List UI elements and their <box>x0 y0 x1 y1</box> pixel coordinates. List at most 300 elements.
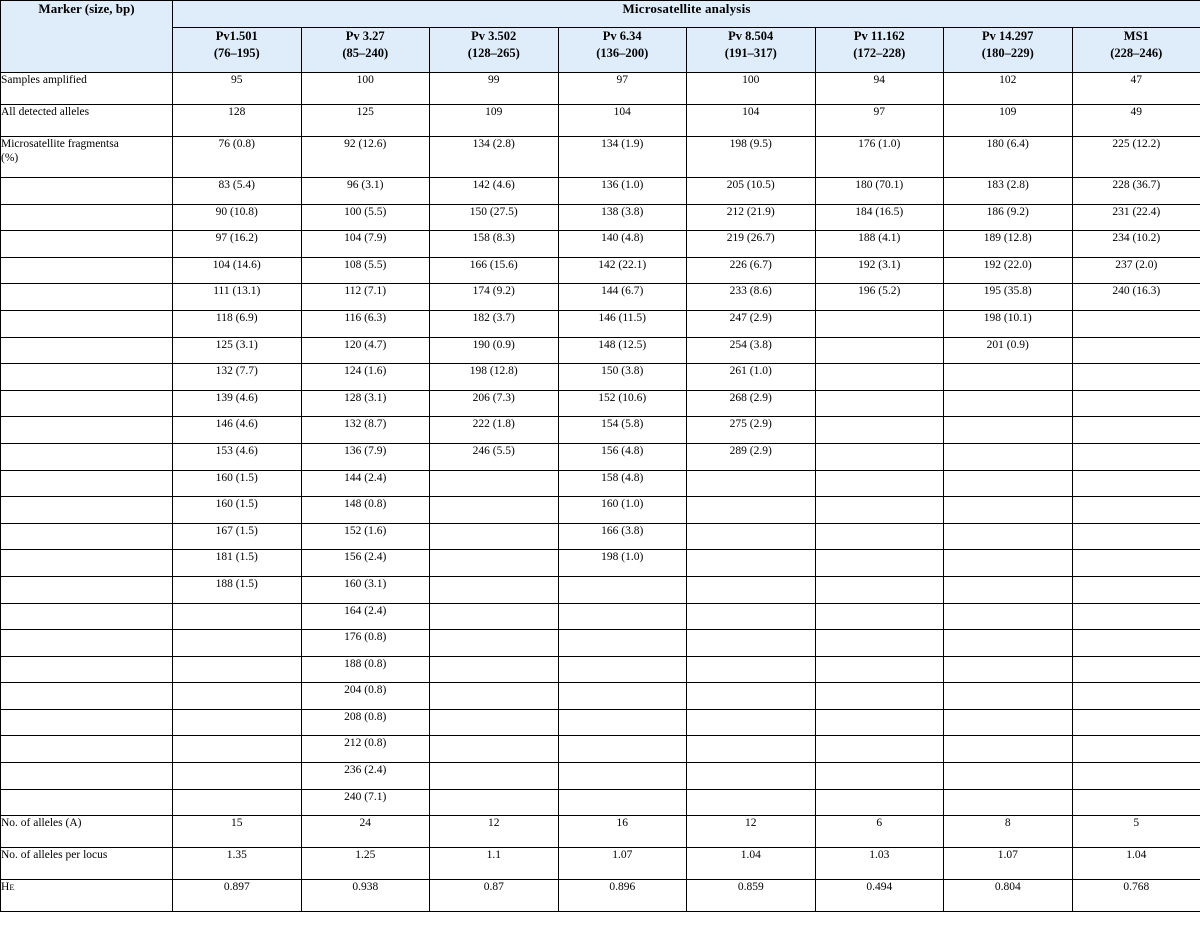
cell-fragments-15-5 <box>815 550 944 577</box>
cell-he-6: 0.804 <box>944 880 1073 912</box>
table-row-fragments-3 <box>1 231 1200 258</box>
table-row-fragments-5 <box>1 284 1200 311</box>
table-row-fragments-24 <box>1 789 1200 816</box>
cell-fragments-7-6: 201 (0.9) <box>944 337 1073 364</box>
cell-fragments-15-0: 181 (1.5) <box>173 550 302 577</box>
row-label-he <box>1 880 173 912</box>
column-header-2-name: Pv 3.502 <box>471 29 517 43</box>
cell-fragments-12-1: 144 (2.4) <box>301 470 430 497</box>
cell-fragments-2-1: 100 (5.5) <box>301 204 430 231</box>
cell-fragments-18-4 <box>687 630 816 657</box>
cell-fragments-1-1: 96 (3.1) <box>301 178 430 205</box>
column-header-5-name: Pv 11.162 <box>853 29 905 43</box>
cell-fragments-9-5 <box>815 390 944 417</box>
column-header-2-range: (128–265) <box>467 45 520 60</box>
cell-all-detected-alleles-0: 128 <box>173 105 302 137</box>
cell-fragments-18-6 <box>944 630 1073 657</box>
cell-alleles-per-locus-0: 1.35 <box>173 848 302 880</box>
table-row-fragments-16 <box>1 576 1200 603</box>
cell-all-detected-alleles-5: 97 <box>815 105 944 137</box>
row-label-fragments-blank-24 <box>1 789 173 816</box>
table-row-fragments-23 <box>1 763 1200 790</box>
cell-fragments-21-1: 208 (0.8) <box>301 709 430 736</box>
cell-fragments-17-3 <box>558 603 687 630</box>
cell-fragments-15-2 <box>430 550 559 577</box>
cell-all-detected-alleles-3: 104 <box>558 105 687 137</box>
cell-no-of-alleles-5: 6 <box>815 816 944 848</box>
row-label-he-subscript: E <box>9 882 15 893</box>
table-row-fragments-17 <box>1 603 1200 630</box>
column-header-4-range: (191–317) <box>724 45 777 60</box>
cell-fragments-3-5: 188 (4.1) <box>815 231 944 258</box>
cell-fragments-6-6: 198 (10.1) <box>944 310 1073 337</box>
table-body <box>1 73 1200 912</box>
cell-fragments-22-0 <box>173 736 302 763</box>
row-label-fragments-blank-19 <box>1 656 173 683</box>
cell-fragments-3-0: 97 (16.2) <box>173 231 302 258</box>
cell-fragments-24-3 <box>558 789 687 816</box>
column-header-1 <box>301 28 430 73</box>
cell-fragments-18-5 <box>815 630 944 657</box>
cell-fragments-20-5 <box>815 683 944 710</box>
cell-fragments-8-3: 150 (3.8) <box>558 364 687 391</box>
cell-samples-amplified-2: 99 <box>430 73 559 105</box>
table-row-no-of-alleles-per-locus <box>1 848 1200 880</box>
cell-fragments-10-3: 154 (5.8) <box>558 417 687 444</box>
cell-fragments-8-0: 132 (7.7) <box>173 364 302 391</box>
table-row-fragments-7 <box>1 337 1200 364</box>
cell-fragments-20-1: 204 (0.8) <box>301 683 430 710</box>
cell-fragments-2-3: 138 (3.8) <box>558 204 687 231</box>
cell-fragments-17-0 <box>173 603 302 630</box>
cell-alleles-per-locus-2: 1.1 <box>430 848 559 880</box>
cell-all-detected-alleles-7: 49 <box>1072 105 1200 137</box>
cell-fragments-18-3 <box>558 630 687 657</box>
cell-fragments-22-3 <box>558 736 687 763</box>
cell-fragments-6-1: 116 (6.3) <box>301 310 430 337</box>
cell-fragments-18-1: 176 (0.8) <box>301 630 430 657</box>
cell-fragments-12-5 <box>815 470 944 497</box>
cell-he-0: 0.897 <box>173 880 302 912</box>
table-head <box>1 1 1200 73</box>
row-label-samples-amplified: Samples amplified <box>1 73 173 105</box>
cell-alleles-per-locus-3: 1.07 <box>558 848 687 880</box>
cell-fragments-5-7: 240 (16.3) <box>1072 284 1200 311</box>
cell-fragments-19-0 <box>173 656 302 683</box>
cell-fragments-23-3 <box>558 763 687 790</box>
row-label-fragments-blank-14 <box>1 523 173 550</box>
header-row-columns <box>1 28 1200 73</box>
cell-fragments-17-5 <box>815 603 944 630</box>
cell-samples-amplified-3: 97 <box>558 73 687 105</box>
cell-fragments-19-5 <box>815 656 944 683</box>
cell-fragments-0-3: 134 (1.9) <box>558 137 687 178</box>
cell-he-5: 0.494 <box>815 880 944 912</box>
row-label-fragments <box>1 137 173 178</box>
cell-fragments-14-7 <box>1072 523 1200 550</box>
cell-fragments-7-4: 254 (3.8) <box>687 337 816 364</box>
cell-fragments-13-0: 160 (1.5) <box>173 497 302 524</box>
cell-fragments-10-2: 222 (1.8) <box>430 417 559 444</box>
cell-fragments-17-2 <box>430 603 559 630</box>
cell-fragments-10-6 <box>944 417 1073 444</box>
cell-samples-amplified-4: 100 <box>687 73 816 105</box>
cell-fragments-7-1: 120 (4.7) <box>301 337 430 364</box>
cell-fragments-1-4: 205 (10.5) <box>687 178 816 205</box>
cell-fragments-7-2: 190 (0.9) <box>430 337 559 364</box>
cell-fragments-18-7 <box>1072 630 1200 657</box>
column-header-1-range: (85–240) <box>342 45 389 60</box>
cell-fragments-22-4 <box>687 736 816 763</box>
cell-fragments-3-2: 158 (8.3) <box>430 231 559 258</box>
cell-fragments-2-6: 186 (9.2) <box>944 204 1073 231</box>
cell-fragments-11-2: 246 (5.5) <box>430 443 559 470</box>
cell-fragments-19-4 <box>687 656 816 683</box>
cell-fragments-19-2 <box>430 656 559 683</box>
cell-he-3: 0.896 <box>558 880 687 912</box>
cell-alleles-per-locus-4: 1.04 <box>687 848 816 880</box>
cell-fragments-17-1: 164 (2.4) <box>301 603 430 630</box>
row-label-fragments-blank-22 <box>1 736 173 763</box>
cell-fragments-12-2 <box>430 470 559 497</box>
column-header-3-range: (136–200) <box>596 45 649 60</box>
row-label-fragments-blank-18 <box>1 630 173 657</box>
cell-fragments-21-4 <box>687 709 816 736</box>
cell-fragments-10-5 <box>815 417 944 444</box>
cell-fragments-6-3: 146 (11.5) <box>558 310 687 337</box>
cell-fragments-20-0 <box>173 683 302 710</box>
column-header-4-name: Pv 8.504 <box>728 29 774 43</box>
cell-he-2: 0.87 <box>430 880 559 912</box>
cell-fragments-9-6 <box>944 390 1073 417</box>
cell-fragments-7-7 <box>1072 337 1200 364</box>
column-header-0 <box>173 28 302 73</box>
cell-fragments-23-1: 236 (2.4) <box>301 763 430 790</box>
table-row-fragments-4 <box>1 257 1200 284</box>
cell-fragments-10-4: 275 (2.9) <box>687 417 816 444</box>
cell-samples-amplified-7: 47 <box>1072 73 1200 105</box>
cell-no-of-alleles-0: 15 <box>173 816 302 848</box>
table-row-he <box>1 880 1200 912</box>
cell-fragments-21-3 <box>558 709 687 736</box>
cell-fragments-0-6: 180 (6.4) <box>944 137 1073 178</box>
cell-fragments-14-6 <box>944 523 1073 550</box>
cell-samples-amplified-5: 94 <box>815 73 944 105</box>
cell-fragments-0-4: 198 (9.5) <box>687 137 816 178</box>
cell-fragments-9-2: 206 (7.3) <box>430 390 559 417</box>
row-label-fragments-blank-3 <box>1 231 173 258</box>
cell-fragments-3-3: 140 (4.8) <box>558 231 687 258</box>
table-row-fragments-19 <box>1 656 1200 683</box>
cell-fragments-10-7 <box>1072 417 1200 444</box>
row-label-fragments-blank-12 <box>1 470 173 497</box>
cell-fragments-4-3: 142 (22.1) <box>558 257 687 284</box>
row-label-fragments-blank-1 <box>1 178 173 205</box>
cell-fragments-22-2 <box>430 736 559 763</box>
cell-fragments-11-3: 156 (4.8) <box>558 443 687 470</box>
cell-fragments-4-5: 192 (3.1) <box>815 257 944 284</box>
row-label-fragments-line1: Microsatellite fragmentsa <box>1 138 119 150</box>
cell-samples-amplified-1: 100 <box>301 73 430 105</box>
cell-fragments-0-7: 225 (12.2) <box>1072 137 1200 178</box>
cell-fragments-23-6 <box>944 763 1073 790</box>
cell-fragments-7-0: 125 (3.1) <box>173 337 302 364</box>
cell-fragments-5-2: 174 (9.2) <box>430 284 559 311</box>
table-row-fragments-1 <box>1 178 1200 205</box>
cell-fragments-2-2: 150 (27.5) <box>430 204 559 231</box>
cell-fragments-14-1: 152 (1.6) <box>301 523 430 550</box>
table-row-fragments-21 <box>1 709 1200 736</box>
cell-fragments-0-5: 176 (1.0) <box>815 137 944 178</box>
cell-fragments-15-1: 156 (2.4) <box>301 550 430 577</box>
row-label-fragments-blank-4 <box>1 257 173 284</box>
cell-fragments-14-5 <box>815 523 944 550</box>
cell-fragments-4-2: 166 (15.6) <box>430 257 559 284</box>
cell-no-of-alleles-3: 16 <box>558 816 687 848</box>
column-header-7-name: MS1 <box>1123 29 1149 43</box>
cell-fragments-24-5 <box>815 789 944 816</box>
table-row-fragments-18 <box>1 630 1200 657</box>
row-label-no-of-alleles-per-locus: No. of alleles per locus <box>1 848 173 880</box>
row-label-fragments-blank-2 <box>1 204 173 231</box>
cell-he-4: 0.859 <box>687 880 816 912</box>
table-row-fragments-22 <box>1 736 1200 763</box>
table-row-fragments-10 <box>1 417 1200 444</box>
cell-fragments-2-5: 184 (16.5) <box>815 204 944 231</box>
table-row-samples-amplified <box>1 73 1200 105</box>
cell-fragments-20-2 <box>430 683 559 710</box>
cell-fragments-4-4: 226 (6.7) <box>687 257 816 284</box>
table-row-fragments-14 <box>1 523 1200 550</box>
cell-fragments-16-1: 160 (3.1) <box>301 576 430 603</box>
cell-fragments-5-3: 144 (6.7) <box>558 284 687 311</box>
cell-fragments-16-5 <box>815 576 944 603</box>
cell-fragments-16-3 <box>558 576 687 603</box>
cell-fragments-23-7 <box>1072 763 1200 790</box>
cell-fragments-3-7: 234 (10.2) <box>1072 231 1200 258</box>
cell-fragments-23-5 <box>815 763 944 790</box>
cell-fragments-18-2 <box>430 630 559 657</box>
cell-alleles-per-locus-1: 1.25 <box>301 848 430 880</box>
row-label-fragments-blank-20 <box>1 683 173 710</box>
table-row-fragments-15 <box>1 550 1200 577</box>
column-header-6-range: (180–229) <box>981 45 1034 60</box>
cell-fragments-5-4: 233 (8.6) <box>687 284 816 311</box>
cell-fragments-20-3 <box>558 683 687 710</box>
row-label-all-detected-alleles: All detected alleles <box>1 105 173 137</box>
cell-fragments-15-3: 198 (1.0) <box>558 550 687 577</box>
table-title: Microsatellite analysis <box>173 1 1200 28</box>
table-row-fragments-2 <box>1 204 1200 231</box>
cell-fragments-11-4: 289 (2.9) <box>687 443 816 470</box>
cell-fragments-13-1: 148 (0.8) <box>301 497 430 524</box>
table-row-fragments-11 <box>1 443 1200 470</box>
table-row-fragments-9 <box>1 390 1200 417</box>
cell-fragments-24-7 <box>1072 789 1200 816</box>
cell-he-1: 0.938 <box>301 880 430 912</box>
cell-fragments-8-2: 198 (12.8) <box>430 364 559 391</box>
cell-fragments-16-0: 188 (1.5) <box>173 576 302 603</box>
column-header-3-name: Pv 6.34 <box>602 29 642 43</box>
cell-samples-amplified-0: 95 <box>173 73 302 105</box>
column-header-0-range: (76–195) <box>213 45 260 60</box>
column-header-7 <box>1072 28 1200 73</box>
cell-fragments-8-4: 261 (1.0) <box>687 364 816 391</box>
cell-samples-amplified-6: 102 <box>944 73 1073 105</box>
cell-fragments-6-7 <box>1072 310 1200 337</box>
cell-alleles-per-locus-6: 1.07 <box>944 848 1073 880</box>
table-row-fragments-6 <box>1 310 1200 337</box>
cell-fragments-11-5 <box>815 443 944 470</box>
cell-fragments-19-1: 188 (0.8) <box>301 656 430 683</box>
cell-fragments-22-5 <box>815 736 944 763</box>
cell-fragments-9-1: 128 (3.1) <box>301 390 430 417</box>
cell-fragments-12-0: 160 (1.5) <box>173 470 302 497</box>
cell-fragments-9-7 <box>1072 390 1200 417</box>
cell-fragments-20-7 <box>1072 683 1200 710</box>
cell-fragments-15-6 <box>944 550 1073 577</box>
column-header-6 <box>944 28 1073 73</box>
cell-fragments-1-7: 228 (36.7) <box>1072 178 1200 205</box>
cell-fragments-7-5 <box>815 337 944 364</box>
cell-fragments-5-6: 195 (35.8) <box>944 284 1073 311</box>
cell-fragments-21-0 <box>173 709 302 736</box>
cell-fragments-16-2 <box>430 576 559 603</box>
cell-fragments-24-2 <box>430 789 559 816</box>
cell-fragments-22-7 <box>1072 736 1200 763</box>
table-row-fragments-20 <box>1 683 1200 710</box>
cell-fragments-12-4 <box>687 470 816 497</box>
cell-fragments-12-3: 158 (4.8) <box>558 470 687 497</box>
cell-all-detected-alleles-6: 109 <box>944 105 1073 137</box>
row-label-fragments-blank-7 <box>1 337 173 364</box>
cell-fragments-3-1: 104 (7.9) <box>301 231 430 258</box>
row-label-fragments-blank-8 <box>1 364 173 391</box>
cell-fragments-0-0: 76 (0.8) <box>173 137 302 178</box>
row-label-fragments-blank-21 <box>1 709 173 736</box>
cell-fragments-23-0 <box>173 763 302 790</box>
cell-fragments-21-5 <box>815 709 944 736</box>
row-label-fragments-blank-5 <box>1 284 173 311</box>
cell-fragments-11-0: 153 (4.6) <box>173 443 302 470</box>
cell-fragments-11-7 <box>1072 443 1200 470</box>
cell-fragments-9-3: 152 (10.6) <box>558 390 687 417</box>
cell-fragments-24-6 <box>944 789 1073 816</box>
row-label-fragments-blank-11 <box>1 443 173 470</box>
cell-fragments-10-1: 132 (8.7) <box>301 417 430 444</box>
cell-no-of-alleles-7: 5 <box>1072 816 1200 848</box>
cell-fragments-6-0: 118 (6.9) <box>173 310 302 337</box>
cell-fragments-13-2 <box>430 497 559 524</box>
cell-fragments-2-7: 231 (22.4) <box>1072 204 1200 231</box>
cell-fragments-1-3: 136 (1.0) <box>558 178 687 205</box>
cell-fragments-2-0: 90 (10.8) <box>173 204 302 231</box>
column-header-0-name: Pv1.501 <box>215 29 258 43</box>
column-header-marker: Marker (size, bp) <box>1 1 173 73</box>
cell-fragments-8-1: 124 (1.6) <box>301 364 430 391</box>
cell-fragments-10-0: 146 (4.6) <box>173 417 302 444</box>
cell-fragments-4-0: 104 (14.6) <box>173 257 302 284</box>
cell-fragments-16-7 <box>1072 576 1200 603</box>
cell-fragments-23-2 <box>430 763 559 790</box>
cell-all-detected-alleles-1: 125 <box>301 105 430 137</box>
table-row-fragments-0 <box>1 137 1200 178</box>
cell-fragments-0-2: 134 (2.8) <box>430 137 559 178</box>
cell-fragments-14-2 <box>430 523 559 550</box>
table-row-all-detected-alleles <box>1 105 1200 137</box>
cell-fragments-13-5 <box>815 497 944 524</box>
row-label-fragments-blank-9 <box>1 390 173 417</box>
row-label-fragments-blank-17 <box>1 603 173 630</box>
row-label-fragments-blank-10 <box>1 417 173 444</box>
cell-fragments-9-0: 139 (4.6) <box>173 390 302 417</box>
cell-fragments-13-4 <box>687 497 816 524</box>
cell-fragments-5-1: 112 (7.1) <box>301 284 430 311</box>
cell-he-7: 0.768 <box>1072 880 1200 912</box>
column-header-5-range: (172–228) <box>853 45 906 60</box>
cell-fragments-18-0 <box>173 630 302 657</box>
cell-fragments-4-7: 237 (2.0) <box>1072 257 1200 284</box>
row-label-fragments-blank-16 <box>1 576 173 603</box>
cell-fragments-4-1: 108 (5.5) <box>301 257 430 284</box>
cell-fragments-21-2 <box>430 709 559 736</box>
cell-fragments-20-6 <box>944 683 1073 710</box>
column-header-3 <box>558 28 687 73</box>
cell-fragments-12-6 <box>944 470 1073 497</box>
cell-fragments-24-1: 240 (7.1) <box>301 789 430 816</box>
cell-fragments-8-6 <box>944 364 1073 391</box>
cell-alleles-per-locus-7: 1.04 <box>1072 848 1200 880</box>
cell-fragments-6-5 <box>815 310 944 337</box>
table-row-no-of-alleles <box>1 816 1200 848</box>
cell-fragments-3-6: 189 (12.8) <box>944 231 1073 258</box>
column-header-7-range: (228–246) <box>1110 45 1163 60</box>
cell-fragments-5-0: 111 (13.1) <box>173 284 302 311</box>
column-header-2 <box>430 28 559 73</box>
cell-fragments-13-6 <box>944 497 1073 524</box>
cell-no-of-alleles-1: 24 <box>301 816 430 848</box>
cell-fragments-17-7 <box>1072 603 1200 630</box>
cell-fragments-9-4: 268 (2.9) <box>687 390 816 417</box>
row-label-fragments-line2: (%) <box>1 152 19 165</box>
table-row-fragments-12 <box>1 470 1200 497</box>
cell-fragments-19-7 <box>1072 656 1200 683</box>
cell-fragments-21-7 <box>1072 709 1200 736</box>
cell-fragments-22-1: 212 (0.8) <box>301 736 430 763</box>
cell-fragments-15-7 <box>1072 550 1200 577</box>
table-row-fragments-8 <box>1 364 1200 391</box>
cell-fragments-24-0 <box>173 789 302 816</box>
row-label-fragments-blank-23 <box>1 763 173 790</box>
cell-fragments-14-3: 166 (3.8) <box>558 523 687 550</box>
cell-fragments-13-7 <box>1072 497 1200 524</box>
row-label-no-of-alleles: No. of alleles (A) <box>1 816 173 848</box>
row-label-he-main: H <box>1 881 10 894</box>
cell-fragments-3-4: 219 (26.7) <box>687 231 816 258</box>
cell-fragments-22-6 <box>944 736 1073 763</box>
cell-fragments-13-3: 160 (1.0) <box>558 497 687 524</box>
cell-fragments-5-5: 196 (5.2) <box>815 284 944 311</box>
cell-fragments-16-6 <box>944 576 1073 603</box>
cell-fragments-19-3 <box>558 656 687 683</box>
column-header-1-name: Pv 3.27 <box>345 29 385 43</box>
cell-fragments-8-5 <box>815 364 944 391</box>
column-header-4 <box>687 28 816 73</box>
cell-fragments-24-4 <box>687 789 816 816</box>
cell-fragments-1-5: 180 (70.1) <box>815 178 944 205</box>
cell-fragments-17-4 <box>687 603 816 630</box>
column-header-6-name: Pv 14.297 <box>982 29 1034 43</box>
